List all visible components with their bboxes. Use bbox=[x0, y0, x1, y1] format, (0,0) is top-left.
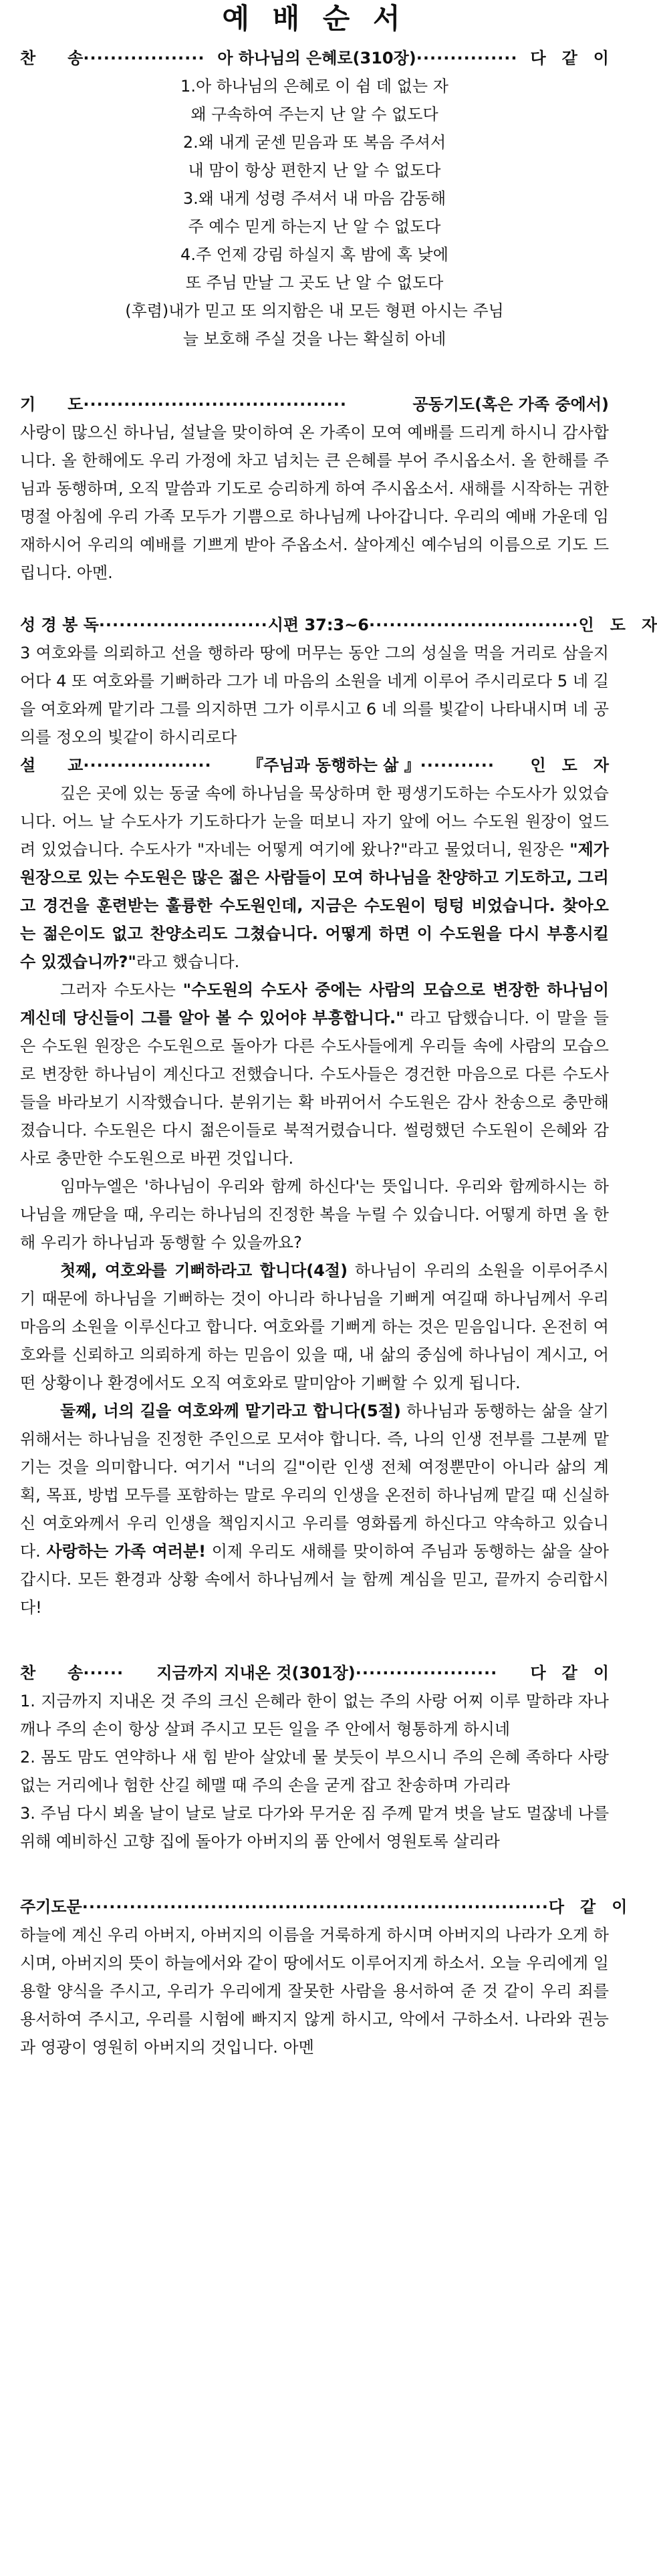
sermon-label: 설 교 bbox=[20, 756, 84, 775]
sermon-point-2: 둘째, 너의 길을 여호와께 맡기라고 합니다(5절) bbox=[60, 1402, 401, 1420]
scripture-heading bbox=[20, 611, 657, 639]
hymn1-leader: 다 같 이 bbox=[530, 49, 609, 68]
sermon-text: 라고 했습니다. bbox=[136, 952, 240, 971]
lyric-line: (후렴)내가 믿고 또 의지함은 내 모든 형편 아시는 주님 bbox=[125, 301, 504, 320]
scripture-reference: 시편 37:3~6 bbox=[267, 616, 369, 634]
sermon-paragraph bbox=[20, 779, 609, 976]
hymn1-heading bbox=[20, 44, 609, 72]
lyric-line: 3.왜 내게 성령 주셔서 내 마음 감동해 bbox=[182, 189, 446, 208]
hymn2-heading bbox=[20, 1659, 609, 1687]
sermon-point-1: 첫째, 여호와를 기뻐하라고 합니다(4절) bbox=[60, 1261, 348, 1280]
scripture-text: 3 여호와를 의뢰하고 선을 행하라 땅에 머무는 동안 그의 성실을 먹을 거리로 삼을지어다 4 또 여호와를 기뻐하라 그가 네 마음의 소원을 네게 이루어 주시리로다 5 네 길을 여호와께 맡기라 그를 의지하면 그가 이루시고 6 네 의를 빛같이 나타내시며 네 공의를 정오의 빛같이 하시리로다 bbox=[20, 644, 609, 747]
sermon-paragraph: 임마누엘은 '하나님이 우리와 함께 하신다'는 뜻입니다. 우리와 함께하시는 하나님을 깨닫을 때, 우리는 하나님의 진정한 복을 누릴 수 있습니다. 어떻게 하면 올 한해 우리가 하나님과 동행할 수 있을까요? bbox=[20, 1177, 609, 1252]
lyric-line: 주 예수 믿게 하는지 난 알 수 없도다 bbox=[188, 217, 441, 236]
prayer-heading bbox=[20, 390, 609, 418]
lyric-line: 내 맘이 항상 편한지 난 알 수 없도다 bbox=[188, 161, 441, 180]
sermon-emphasis: "제가 원장으로 있는 수도원은 많은 젊은 사람들이 모여 하나님을 찬양하고 기도하고, 그리고 경건을 훈련받는 훌륭한 수도원인데, 지금은 수도원이 텅텅 비었습니다. 찾아오는 젊은이도 없고 찬양소리도 그쳤습니다. 어떻게 하면 이 수도원을 다시 부흥시킬 수 있겠습니까?" bbox=[20, 840, 609, 971]
sermon-leader: 인 도 자 bbox=[530, 756, 610, 775]
sermon-emphasis: 사랑하는 가족 여러분! bbox=[46, 1542, 207, 1561]
sermon-text: 그러자 수도사는 bbox=[60, 981, 183, 999]
lyric-line: 4.주 언제 강림 하실지 혹 밤에 혹 낮에 bbox=[180, 245, 448, 264]
scripture-label: 성 경 봉 독 bbox=[20, 616, 99, 634]
lyric-line: 또 주님 만날 그 곳도 난 알 수 없도다 bbox=[185, 273, 444, 292]
sermon-text: 이제 우리도 새해를 맞이하여 주님과 동행하는 삶을 살아갑시다. 모든 환경과 상황 속에서 하나님께서 늘 함께 계심을 믿고, 끝까지 승리합시다! bbox=[20, 1542, 609, 1617]
prayer-label: 기 도 bbox=[20, 395, 84, 414]
sermon-leader-dots-2: ··········· bbox=[420, 756, 495, 775]
hymn2-label: 찬 송 bbox=[20, 1664, 84, 1682]
lyric-line: 왜 구속하여 주는지 난 알 수 없도다 bbox=[190, 105, 438, 124]
sermon-emphasis: "수도원의 수도사 중에는 사람의 모습으로 변장한 하나님이 계신데 당신들이 그를 알아 볼 수 있어야 부흥합니다." bbox=[20, 981, 610, 1027]
lords-prayer-label: 주기도문 bbox=[20, 1898, 82, 1916]
lords-prayer-text: 하늘에 계신 우리 아버지, 아버지의 이름을 거룩하게 하시며 아버지의 나라가 오게 하시며, 아버지의 뜻이 하늘에서와 같이 땅에서도 이루어지게 하소서. 오늘 우리에게 일용할 양식을 주시고, 우리가 우리에게 잘못한 사람을 용서하여 준 것 같이 우리 죄를 용서하여 주시고, 우리를 시험에 빠지지 않게 하시고, 악에서 구하소서. 나라와 권능과 영광이 영원히 아버지의 것입니다. 아멘 bbox=[20, 1926, 609, 2057]
sermon-text: 하나님이 우리의 소원을 이루어주시기 때문에 하나님을 기뻐하는 것이 아니라 하나님을 기뻐게 여길때 하나님께서 우리 마음의 소원을 이루신다고 합니다. 여호와를 기뻐게 하는 것은 믿음입니다. 온전히 여호와를 신뢰하고 의뢰하게 하는 믿음이 있을 때, 내 삶의 중심에 하나님이 계시고, 어떤 상황이나 환경에서도 오직 여호와로 말미암아 기뻐할 수 있게 됩니다. bbox=[20, 1261, 609, 1392]
lyric-line: 늘 보호해 주실 것을 나는 확실히 아네 bbox=[182, 330, 446, 348]
hymn2-verse: 1. 지금까지 지내온 것 주의 크신 은혜라 한이 없는 주의 사랑 어찌 이루 말하랴 자나깨나 주의 손이 항상 살펴 주시고 모든 일을 주 안에서 형통하게 하시네 bbox=[20, 1692, 609, 1738]
sermon-text: 깊은 곳에 있는 동굴 속에 하나님을 묵상하며 한 평생기도하는 수도사가 있었습니다. 어느 날 수도사가 기도하다가 눈을 떠보니 자기 앞에 어느 수도원 원장이 엎드려 있었습니다. 수도사가 "자네는 어떻게 여기에 왔나?"라고 물었더니, 원장은 bbox=[20, 784, 609, 859]
scripture-leader-dots-2: ······························· bbox=[368, 616, 579, 634]
sermon-paragraph bbox=[20, 1397, 609, 1622]
prayer-leader: 공동기도(혹은 가족 중에서) bbox=[412, 395, 609, 414]
hymn1-title: 아 하나님의 은혜로(310장) bbox=[217, 49, 416, 68]
lyric-line: 1.아 하나님의 은혜로 이 쉼 데 없는 자 bbox=[180, 77, 448, 96]
hymn2-verse: 3. 주님 다시 뵈올 날이 날로 날로 다가와 무거운 짐 주께 맡겨 벗을 날도 멀잖네 나를 위해 예비하신 고향 집에 돌아가 아버지의 품 안에서 영원토록 살리라 bbox=[20, 1804, 609, 1851]
hymn1-leader-dots-2: ··············· bbox=[416, 49, 518, 68]
prayer-text: 사랑이 많으신 하나님, 설날을 맞이하여 온 가족이 모여 예배를 드리게 하시니 감사합니다. 올 한해에도 우리 가정에 차고 넘치는 큰 은혜를 부어 주시옵소서. 올 한해를 주님과 동행하며, 오직 말씀과 기도로 승리하게 하여 주시옵소서. 새해를 시작하는 귀한 명절 아침에 우리 가족 모두가 기쁨으로 하나님께 나아갑니다. 우리의 예배 가운데 임재하시어 우리의 예배를 기쁘게 받아 주옵소서. 살아계신 예수님의 이름으로 기도 드립니다. 아멘. bbox=[20, 423, 609, 582]
lords-prayer-heading bbox=[20, 1893, 628, 1921]
lords-prayer-leader: 다 같 이 bbox=[548, 1898, 628, 1916]
sermon-paragraph bbox=[20, 1257, 609, 1397]
sermon-heading bbox=[20, 751, 609, 779]
sermon-text: 하나님과 동행하는 삶을 살기 위해서는 하나님을 진정한 주인으로 모셔야 합니다. 즉, 나의 인생 전부를 그분께 맡기는 것을 의미합니다. 여기서 "너의 길"이란 인생 전체 여정뿐만이 아니라 삶의 계획, 목표, 방법 모두를 포함하는 말로 우리의 인생을 온전히 하나님께 맡길 때 신실하신 여호와께서 우리 인생을 책임지시고 우리를 영화롭게 하신다고 약속하고 있습니다. bbox=[20, 1402, 609, 1561]
sermon-title: 『주님과 동행하는 삶 』 bbox=[247, 756, 420, 775]
sermon-text: 라고 답했습니다. 이 말을 들은 수도원 원장은 수도원으로 돌아가 다른 수도사들에게 우리들 속에 사람의 모습으로 변장한 하나님이 계신다고 전했습니다. 수도사들은 경건한 마음으로 다른 수도사들을 바라보기 시작했습니다. 분위기는 확 바뀌어서 수도원은 감사 찬송으로 충만해졌습니다. 수도원은 다시 젊은이들로 북적거렸습니다. 썰렁했던 수도원이 은혜와 감사로 충만한 수도원으로 바뀐 것입니다. bbox=[20, 1009, 609, 1168]
prayer-leader-dots: ······································· bbox=[83, 395, 347, 414]
sermon-leader-dots: ··················· bbox=[83, 756, 212, 775]
page-title: 예 배 순 서 bbox=[222, 2, 407, 35]
hymn2-leader-dots: ······ bbox=[83, 1664, 124, 1682]
hymn1-leader-dots: ·················· bbox=[83, 49, 205, 68]
scripture-leader-dots: ························· bbox=[98, 616, 268, 634]
hymn2-verse: 2. 몸도 맘도 연약하나 새 힘 받아 살았네 물 붓듯이 부으시니 주의 은혜 족하다 사랑 없는 거리에나 험한 산길 헤맬 때 주의 손을 굳게 잡고 찬송하며 가리라 bbox=[20, 1748, 609, 1795]
scripture-leader: 인 도 자 bbox=[578, 616, 657, 634]
lords-prayer-leader-dots: ····································································· bbox=[82, 1898, 549, 1916]
hymn2-leader: 다 같 이 bbox=[530, 1664, 610, 1682]
lyric-line: 2.왜 내게 굳센 믿음과 또 복음 주셔서 bbox=[182, 133, 446, 152]
hymn1-label: 찬 송 bbox=[20, 49, 84, 68]
hymn1-lyrics bbox=[20, 72, 609, 353]
hymn2-leader-dots-2: ····················· bbox=[355, 1664, 498, 1682]
hymn2-title: 지금까지 지내온 것(301장) bbox=[156, 1664, 356, 1682]
sermon-paragraph bbox=[20, 976, 609, 1172]
